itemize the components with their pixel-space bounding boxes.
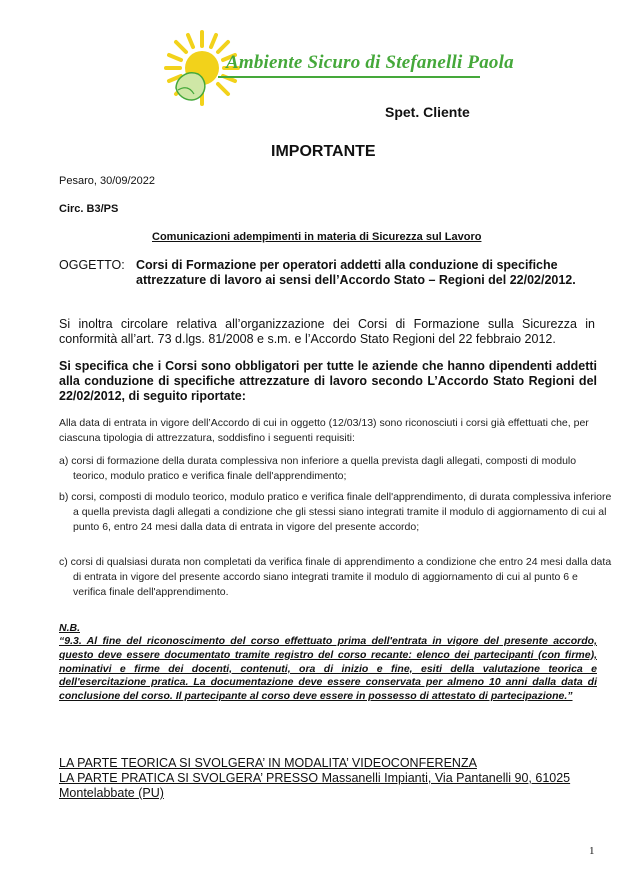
- oggetto-text: Corsi di Formazione per operatori addetti alla conduzione di specifiche attrezzature di lavoro ai sensi dell’Accordo Stato – Regioni del 22/02/2012.: [136, 258, 576, 287]
- oggetto-label: OGGETTO:: [59, 258, 125, 272]
- list-item: a) corsi di formazione della durata complessiva non inferiore a quella prevista dagli allegati, composti di modulo teorico, modulo pratico e verifica finale dell'apprendimento;: [59, 455, 577, 482]
- document-date: Pesaro, 30/09/2022: [59, 175, 156, 187]
- intro-paragraph: Si inoltra circolare relativa all’organizzazione dei Corsi di Formazione sulla Sicurezza in conformità all’art. 73 d.lgs. 81/2008 e s.m. e l’Accordo Stato Regioni del 22 febbraio 2012.: [59, 317, 595, 346]
- footer-practice-line: LA PARTE PRATICA SI SVOLGERA’ PRESSO Massanelli Impianti, Via Pantanelli 90, 61025 Montelabbate (PU): [59, 771, 571, 800]
- subject-line: Comunicazioni adempimenti in materia di Sicurezza sul Lavoro: [152, 231, 482, 243]
- page-number: 1: [589, 845, 595, 857]
- page-title: IMPORTANTE: [271, 143, 376, 160]
- recipient: Spet. Cliente: [385, 104, 470, 120]
- recognized-courses-paragraph: Alla data di entrata in vigore dell’Accordo di cui in oggetto (12/03/13) sono riconosciuti i corsi già effettuati che, per ciascuna tipologia di attrezzatura, soddisfino i seguenti requisiti:: [59, 417, 589, 444]
- nb-label: N.B.: [59, 622, 80, 634]
- list-item: c) corsi di qualsiasi durata non completati da verifica finale di apprendimento a condizione che entro 24 mesi dalla data di entrata in vigore del presente accordo siano integrati tramite il modulo di aggiornamento di cui al punto 6 e verifica finale dell'apprendimento.: [59, 556, 612, 598]
- obligation-paragraph: Si specifica che i Corsi sono obbligatori per tutte le aziende che hanno dipendenti addetti alla conduzione di specifiche attrezzature di lavoro secondo L’Accordo Stato Regioni del 22/02/2012, di seguito riportate:: [59, 359, 597, 403]
- nb-quote: “9.3. Al fine del riconoscimento del corso effettuato prima dell'entrata in vigore del presente accordo, questo deve essere documentato tramite registro del corso recante: elenco dei partecipanti (con firme), nominativi e firme dei docenti, contenuti, ora di inizio e fine, esiti della valutazione teorica e dell'esercitazione pratica. La documentazione deve essere conservata per almeno 10 anni dalla data di conclusione del corso. Il partecipante al corso deve essere in possesso di attestato di partecipazione.”: [59, 635, 597, 703]
- logo-text: Ambiente Sicuro di Stefanelli Paola: [226, 52, 514, 73]
- logo-underline: [218, 76, 480, 78]
- list-item: b) corsi, composti di modulo teorico, modulo pratico e verifica finale dell'apprendimento, di durata complessiva inferiore a quella prevista dagli allegati a condizione che gli stessi siano integrati tramite il modulo di aggiornamento di cui al punto 6, entro 24 mesi dalla data di entrata in vigore del presente accordo;: [59, 491, 612, 533]
- footer-theory-line: LA PARTE TEORICA SI SVOLGERA’ IN MODALITA’ VIDEOCONFERENZA: [59, 756, 477, 770]
- circular-number: Circ. B3/PS: [59, 203, 119, 215]
- footer-notes: [59, 756, 599, 801]
